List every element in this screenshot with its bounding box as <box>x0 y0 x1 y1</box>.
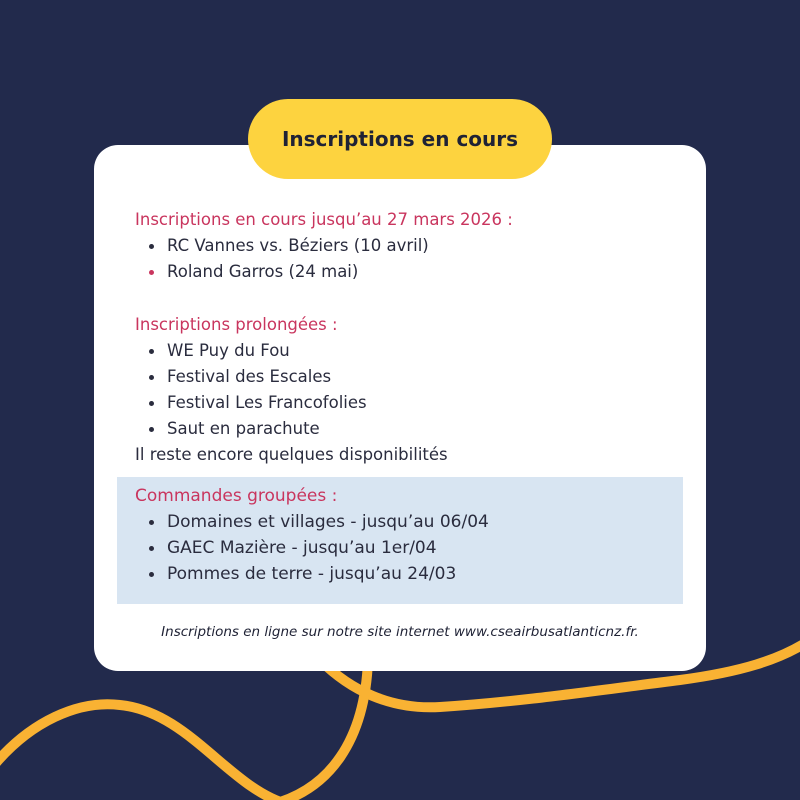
section-heading: Commandes groupées : <box>135 486 338 506</box>
section-group-orders <box>135 483 489 587</box>
list-item: WE Puy du Fou <box>149 338 448 364</box>
footer-note: Inscriptions en ligne sur notre site internet www.cseairbusatlanticnz.fr. <box>161 624 639 640</box>
list-item: Domaines et villages - jusqu’au 06/04 <box>149 509 489 535</box>
list-item: Pommes de terre - jusqu’au 24/03 <box>149 561 489 587</box>
section-heading: Inscriptions en cours jusqu’au 27 mars 2026 : <box>135 210 513 229</box>
section-extended <box>135 312 448 468</box>
section-current <box>135 207 513 285</box>
list-item: Festival Les Francofolies <box>149 390 448 416</box>
list-item: Festival des Escales <box>149 364 448 390</box>
page-title: Inscriptions en cours <box>248 99 552 179</box>
list-item: Roland Garros (24 mai) <box>149 259 513 285</box>
list-item: RC Vannes vs. Béziers (10 avril) <box>149 233 513 259</box>
availability-note: Il reste encore quelques disponibilités <box>135 445 448 464</box>
list-item: Saut en parachute <box>149 416 448 442</box>
list-item: GAEC Mazière - jusqu’au 1er/04 <box>149 535 489 561</box>
section-heading: Inscriptions prolongées : <box>135 315 338 334</box>
